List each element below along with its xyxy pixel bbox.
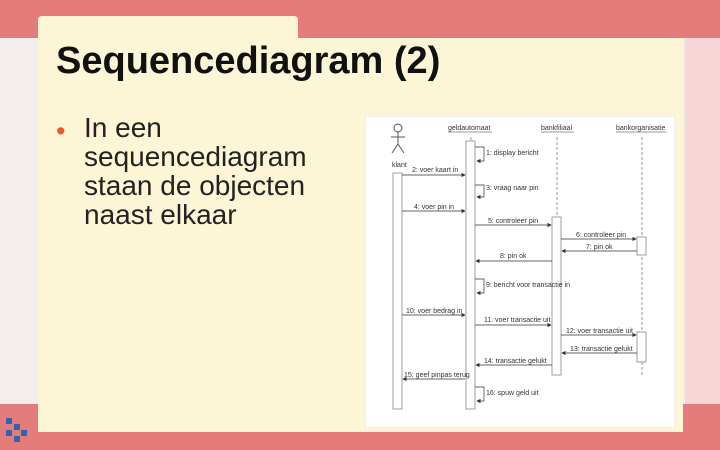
activation-bankorganisatie-1 <box>637 237 646 255</box>
bullet-dot-icon: • <box>56 116 66 146</box>
svg-text:12: voer transactie uit: 12: voer transactie uit <box>566 328 633 335</box>
activation-klant <box>393 173 402 409</box>
message-7 <box>562 244 637 251</box>
sequence-diagram-svg <box>366 117 674 427</box>
actor-label: klant <box>392 162 407 169</box>
message-1 <box>475 147 539 161</box>
svg-text:3: vraag naar pin: 3: vraag naar pin <box>486 185 539 192</box>
bullet-text: In een sequencediagram staan de objecten naast elkaar <box>84 112 307 230</box>
lifeline-label-geldautomaat: geldautomaat <box>448 125 491 132</box>
lifeline-label-bankorganisatie: bankorganisatie <box>616 125 666 132</box>
svg-text:13: transactie gelukt: 13: transactie gelukt <box>570 346 633 353</box>
svg-text:16: spuw geld uit: 16: spuw geld uit <box>486 390 539 397</box>
actor-icon <box>391 124 405 153</box>
svg-text:14: transactie gelukt: 14: transactie gelukt <box>484 358 547 365</box>
svg-text:9: bericht voor transactie in: 9: bericht voor transactie in <box>486 282 571 289</box>
svg-text:6: controleer pin: 6: controleer pin <box>576 232 627 239</box>
message-16 <box>475 387 539 401</box>
message-3 <box>475 185 539 197</box>
svg-text:7: pin ok: 7: pin ok <box>586 244 613 251</box>
message-15 <box>403 372 470 379</box>
message-13 <box>562 346 637 353</box>
right-band <box>685 38 720 404</box>
lifeline-label-bankfiliaal: bankfiliaal <box>541 125 573 132</box>
svg-text:10: voer bedrag in: 10: voer bedrag in <box>406 308 463 315</box>
svg-text:2: voer kaart in: 2: voer kaart in <box>412 167 459 174</box>
message-10 <box>402 308 465 315</box>
activation-geldautomaat <box>466 141 475 409</box>
message-14 <box>476 358 552 365</box>
svg-text:1: display bericht: 1: display bericht <box>486 150 539 157</box>
activation-bankfiliaal <box>552 217 561 375</box>
message-5 <box>475 218 551 225</box>
message-11 <box>475 317 551 325</box>
message-12 <box>561 328 636 335</box>
message-2 <box>402 167 465 175</box>
message-4 <box>402 204 465 211</box>
logo-icon <box>6 418 28 442</box>
svg-text:8: pin ok: 8: pin ok <box>500 253 527 260</box>
svg-text:5: controleer pin: 5: controleer pin <box>488 218 539 225</box>
message-6 <box>561 232 636 239</box>
slide-title: Sequencediagram (2) <box>56 40 441 82</box>
svg-text:4: voer pin in: 4: voer pin in <box>414 204 455 211</box>
svg-text:11: voer transactie uit: 11: voer transactie uit <box>484 317 551 324</box>
message-8 <box>476 253 552 261</box>
sequence-diagram <box>365 116 675 428</box>
activation-bankorganisatie-2 <box>637 332 646 362</box>
svg-text:15: geef pinpas terug: 15: geef pinpas terug <box>404 372 470 379</box>
